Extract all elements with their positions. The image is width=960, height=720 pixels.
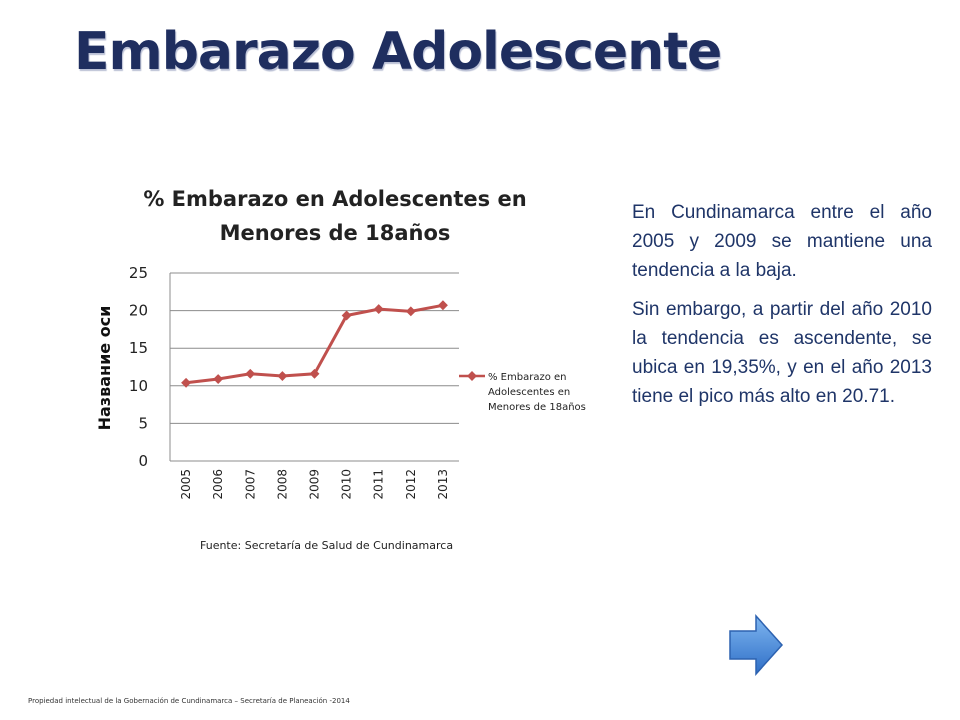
paragraph-1: En Cundinamarca entre el año 2005 y 2009 se mantiene una tendencia a la baja. xyxy=(632,202,932,281)
y-axis-ticks xyxy=(129,264,148,470)
legend-line-2: Adolescentes en xyxy=(488,387,571,398)
x-tick-label: 2009 xyxy=(307,469,322,500)
y-tick-label: 5 xyxy=(138,414,148,433)
data-point xyxy=(213,374,223,384)
y-tick-label: 15 xyxy=(128,339,148,358)
y-tick-label: 20 xyxy=(128,301,148,320)
chart-title-line-2: Menores de 18años xyxy=(219,221,451,245)
chart-series xyxy=(181,300,448,387)
data-point xyxy=(374,304,384,314)
x-tick-label: 2011 xyxy=(371,469,386,500)
x-tick-label: 2007 xyxy=(243,469,258,500)
page-title: Embarazo Adolescente xyxy=(74,22,722,82)
chart-title-line-1: % Embarazo en Adolescentes en xyxy=(143,187,527,211)
x-tick-label: 2008 xyxy=(275,469,290,500)
paragraph-2: Sin embargo, a partir del año 2010 la tendencia es ascendente, se ubica en 19,35%, y en el año 2013 tiene el pico más alto en 20.71. xyxy=(632,299,932,407)
y-tick-label: 10 xyxy=(128,376,148,395)
x-tick-label: 2013 xyxy=(435,469,450,500)
y-tick-label: 0 xyxy=(138,452,148,470)
description-text xyxy=(632,198,932,421)
x-tick-label: 2012 xyxy=(403,469,418,500)
x-tick-label: 2005 xyxy=(179,469,194,500)
chart-gridlines xyxy=(170,273,459,461)
legend-line-3: Menores de 18años xyxy=(488,402,586,413)
data-point xyxy=(245,369,255,379)
arrow-right-icon[interactable] xyxy=(728,614,784,676)
data-point xyxy=(406,306,416,316)
legend-line-1: % Embarazo en xyxy=(488,372,567,383)
y-axis-label: Название оси xyxy=(95,305,114,431)
x-tick-label: 2006 xyxy=(211,469,226,500)
chart-source: Fuente: Secretaría de Salud de Cundinamarca xyxy=(200,539,454,552)
y-tick-label: 25 xyxy=(128,264,148,282)
data-point xyxy=(277,371,287,381)
x-axis-ticks xyxy=(179,469,450,500)
chart-legend xyxy=(488,370,608,415)
footer-copyright: Propiedad intelectual de la Gobernación de Cundinamarca – Secretaría de Planeación -2014 xyxy=(28,697,350,705)
data-point xyxy=(438,300,448,310)
x-tick-label: 2010 xyxy=(339,469,354,500)
legend-swatch xyxy=(459,371,485,381)
